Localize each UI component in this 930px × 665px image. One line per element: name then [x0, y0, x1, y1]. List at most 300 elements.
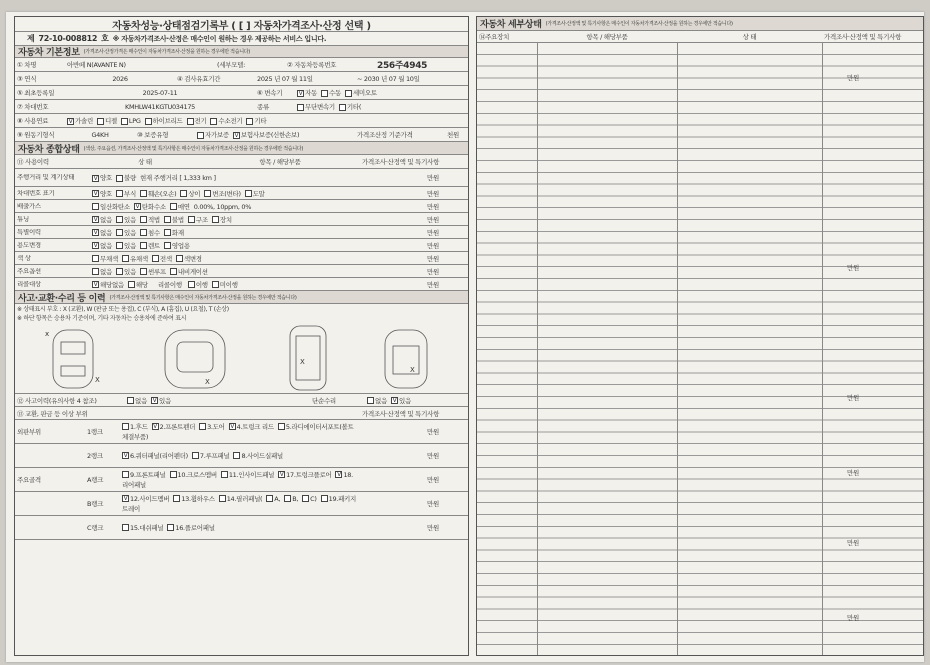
acc-note: (가격조사·산정액 및 특기사항은 매수인이 자동차가격조사·산정을 원하는 경우에만 적습니다) [109, 294, 297, 301]
vin: KMHLW41KGTU034175 [125, 102, 195, 111]
recall-mid: 리콜이행 [157, 280, 182, 289]
checkbox-icon[interactable] [140, 190, 147, 197]
overall-text: 도말 [252, 189, 265, 198]
checkbox-icon[interactable] [128, 281, 135, 288]
overall-option[interactable] [245, 190, 265, 198]
overall-row-options [90, 280, 390, 289]
acc-hist-text: 있음 [158, 396, 171, 405]
checkbox-icon[interactable] [170, 203, 177, 210]
overall-option[interactable] [164, 229, 184, 237]
rank-text: 8.사이드실패널 [241, 451, 283, 460]
overall-option[interactable] [170, 203, 190, 211]
overall-text: 탄화수소 [141, 202, 166, 211]
right-col-3: 상 태 [742, 33, 757, 41]
overall-option[interactable] [164, 216, 184, 224]
rank-option[interactable] [122, 452, 188, 460]
rank-text: 1.후드 [130, 422, 148, 431]
overall-text: 없음 [100, 215, 112, 224]
checkbox-icon[interactable]: V [230, 423, 235, 430]
checkbox-icon[interactable] [116, 216, 123, 223]
checkbox-icon[interactable]: V [93, 174, 98, 182]
checkbox-icon[interactable] [246, 118, 253, 125]
acc-hist-text: 없음 [135, 396, 147, 405]
fuel-row [15, 114, 468, 128]
rank-option[interactable] [219, 495, 263, 503]
checkbox-icon[interactable] [266, 495, 273, 502]
first-reg-row [15, 86, 468, 100]
overall-option[interactable] [92, 268, 112, 276]
overall-col-head [15, 155, 468, 169]
checkbox-icon[interactable] [187, 118, 194, 125]
overall-row-label: 배출가스 [17, 202, 41, 210]
rank-text: 15.대쉬패널 [130, 523, 164, 532]
checkbox-icon[interactable] [164, 242, 171, 249]
overall-option[interactable] [152, 255, 172, 263]
rank-items [120, 523, 360, 533]
overall-text: 해당없음 [100, 280, 124, 289]
overall-option[interactable] [116, 174, 136, 182]
car-name: 아반떼 N(AVANTE N) [67, 61, 126, 69]
checkbox-icon[interactable] [321, 90, 328, 97]
rank-label: C랭크 [87, 524, 104, 532]
overall-option[interactable] [170, 268, 208, 276]
overall-option[interactable] [92, 203, 130, 211]
form-number: 72-10-008812 [38, 34, 98, 43]
overall-text: 변조(변타) [212, 189, 241, 198]
overall-text: 렌트 [147, 241, 160, 250]
checkbox-icon[interactable] [140, 242, 147, 249]
overall-option[interactable] [140, 190, 176, 198]
checkbox-icon[interactable] [92, 268, 99, 275]
overall-option[interactable] [92, 174, 112, 182]
simple-text: 있음 [398, 396, 411, 405]
checkbox-icon[interactable] [212, 281, 219, 288]
right-header [477, 17, 923, 31]
checkbox-icon[interactable] [152, 255, 159, 262]
odo-current: 현재 주행거리 [ 1,333 km ] [139, 174, 216, 182]
trans-option[interactable] [321, 89, 341, 97]
fuel-option[interactable] [145, 117, 183, 125]
checkbox-icon[interactable] [245, 190, 252, 197]
overall-option[interactable] [204, 190, 240, 198]
overall-won: 만원 [427, 254, 439, 263]
fuel-text: 하이브리드 [152, 117, 183, 125]
overall-row-label: 색 상 [17, 254, 31, 262]
insp-label: ④ 검사유효기간 [177, 75, 221, 83]
checkbox-icon[interactable] [321, 495, 328, 502]
recall2-option[interactable] [212, 281, 238, 289]
acc-title: 사고·교환·수리 등 이력 [18, 293, 106, 304]
acc-hist-option[interactable] [151, 397, 171, 405]
overall-row [15, 265, 468, 278]
overall-text: 부식 [123, 189, 136, 198]
checkbox-icon[interactable] [367, 397, 374, 404]
overall-row-label: 주요옵션 [17, 267, 41, 275]
checkbox-icon[interactable] [297, 104, 304, 111]
overall-text: 전색 [159, 254, 172, 263]
checkbox-icon[interactable] [122, 471, 129, 478]
warranty-tail: 가격조산정 기준가격 [357, 131, 413, 139]
rank-option[interactable] [192, 452, 230, 460]
acc-hist-row [15, 394, 468, 407]
engine-label: ⑨ 원동기형식 [17, 131, 55, 139]
basic-title: 자동차 기본정보 [18, 48, 80, 58]
rank-text: 2.프론트펜더 [159, 422, 196, 431]
checkbox-icon[interactable]: V [93, 190, 98, 197]
checkbox-icon[interactable] [140, 229, 147, 236]
warranty-option[interactable] [197, 131, 229, 139]
overall-rows [15, 169, 468, 291]
overall-option[interactable] [180, 190, 200, 198]
overall-text: 없음 [100, 241, 112, 250]
overall-option[interactable] [116, 229, 136, 237]
checkbox-icon[interactable] [121, 118, 128, 125]
rank-text: 10.크로스멤버 [177, 470, 217, 479]
checkbox-icon[interactable] [199, 423, 206, 430]
checkbox-icon[interactable] [97, 118, 104, 125]
overall-text: 양호 [100, 189, 112, 198]
svg-text:X: X [205, 378, 210, 386]
rank-text: 7.루프패널 [199, 451, 230, 460]
overall-option[interactable] [116, 242, 136, 250]
checkbox-icon[interactable]: V [298, 89, 303, 97]
car-outline-icon [15, 322, 468, 392]
year-label: ③ 연식 [17, 75, 37, 83]
rank-text: 4.트렁크 리드 [236, 422, 274, 431]
overall-row-label: 주행거리 및 계기상태 [17, 174, 75, 181]
overall-option[interactable] [212, 216, 232, 224]
warranty-option[interactable] [233, 131, 299, 139]
rank-option[interactable] [284, 495, 298, 503]
rank-option[interactable] [221, 471, 274, 479]
model-label: (세부모델: [217, 61, 246, 69]
trans-option[interactable] [297, 103, 335, 111]
checkbox-icon[interactable] [219, 495, 226, 502]
overall-option[interactable] [134, 203, 166, 211]
right-col-head [477, 31, 923, 43]
overall-won: 만원 [427, 241, 439, 250]
rank-text: 18.리어패널 [122, 470, 353, 489]
rank-text: 16.플로어패널 [175, 523, 215, 532]
rank-option[interactable] [122, 471, 166, 479]
rank-option[interactable] [233, 452, 282, 460]
checkbox-icon[interactable] [278, 423, 285, 430]
checkbox-icon[interactable] [116, 175, 123, 182]
rank-won: 만원 [427, 524, 439, 532]
overall-option[interactable] [92, 229, 112, 237]
overall-option[interactable] [116, 268, 136, 276]
overall-option[interactable] [92, 216, 112, 224]
overall-row [15, 278, 468, 291]
fuel-option[interactable] [246, 117, 266, 125]
trans-option[interactable] [345, 89, 377, 97]
overall-header [15, 142, 468, 155]
overall-text: 화재 [171, 228, 184, 237]
won-4: 만원 [847, 469, 859, 477]
checkbox-icon[interactable]: V [93, 216, 98, 223]
trans-text: 기타( [346, 103, 362, 111]
right-col-2: 항목 / 해당부품 [586, 33, 628, 41]
overall-row [15, 213, 468, 226]
fuel-label: ⑧ 사용연료 [17, 117, 49, 125]
overall-option[interactable] [140, 268, 166, 276]
rank-option[interactable] [302, 495, 316, 503]
checkbox-icon[interactable] [122, 524, 129, 531]
overall-won: 만원 [427, 267, 439, 276]
rank-won: 만원 [427, 476, 439, 484]
checkbox-icon[interactable] [116, 190, 123, 197]
overall-row-label: 튜닝 [17, 215, 29, 223]
rank-text: 14.필러패널( [226, 494, 263, 503]
overall-option[interactable] [140, 216, 160, 224]
recall2-text: 미이행 [219, 280, 238, 289]
overall-row-options [90, 228, 390, 237]
trans-kind: 종류 [257, 103, 269, 111]
trans-option[interactable] [339, 103, 361, 111]
rank-option[interactable] [122, 524, 163, 532]
won-5: 만원 [847, 539, 859, 547]
rank-option[interactable] [173, 495, 214, 503]
checkbox-icon[interactable] [176, 255, 183, 262]
fuel-text: 수소전기 [218, 117, 243, 125]
checkbox-icon[interactable] [192, 452, 199, 459]
trans-option[interactable] [297, 89, 317, 97]
rank-won: 만원 [427, 500, 439, 508]
checkbox-icon[interactable] [116, 242, 123, 249]
rank-option[interactable] [278, 471, 331, 479]
svg-text:X: X [300, 358, 305, 366]
checkbox-icon[interactable]: V [93, 281, 98, 288]
overall-row-label: 용도변경 [17, 241, 41, 249]
overall-text: 해당 [135, 280, 148, 289]
acc-diagram [15, 304, 468, 394]
rank-option[interactable] [122, 423, 148, 431]
trans-text: 자동 [305, 89, 317, 97]
overall-text: 내비게이션 [177, 267, 208, 276]
overall-option[interactable] [122, 255, 148, 263]
checkbox-icon[interactable]: V [68, 117, 73, 125]
reg-number: 256주4945 [377, 61, 428, 71]
checkbox-icon[interactable]: V [337, 471, 341, 478]
right-title: 자동차 세부상태 [480, 20, 542, 30]
rank-option[interactable] [229, 423, 274, 431]
rank-text: 3.도어 [207, 422, 225, 431]
checkbox-icon[interactable]: V [123, 452, 128, 459]
checkbox-icon[interactable] [167, 524, 174, 531]
checkbox-icon[interactable] [122, 255, 129, 262]
checkbox-icon[interactable]: V [234, 131, 239, 139]
overall-row-label: 리콜대상 [17, 280, 41, 288]
overall-option[interactable] [140, 229, 160, 237]
checkbox-icon[interactable] [170, 268, 177, 275]
overall-option[interactable] [188, 216, 208, 224]
rank-option[interactable] [266, 495, 280, 503]
acc-legend-2: ※ 하단 항목은 승용차 기준이며, 기타 자동차는 승용차에 준하여 표시 [17, 315, 187, 322]
right-note: (가격조사·산정액 및 특기사항은 매수인이 자동차가격조사·산정을 원하는 경우에만 적습니다) [545, 21, 733, 27]
overall-option[interactable] [164, 242, 190, 250]
rank-group: 주요골격 [17, 476, 41, 484]
overall-row-options [90, 241, 390, 250]
recall2-option[interactable] [188, 281, 208, 289]
rank-option[interactable] [152, 423, 196, 431]
col-state: 상 태 [138, 158, 152, 166]
checkbox-icon[interactable] [140, 216, 147, 223]
overall-row [15, 239, 468, 252]
overall-row-options [90, 202, 390, 211]
svg-text:X: X [95, 376, 100, 384]
checkbox-icon[interactable]: V [93, 229, 98, 236]
overall-option[interactable] [92, 242, 112, 250]
overall-row-options [90, 215, 390, 224]
checkbox-icon[interactable] [210, 118, 217, 125]
rank-items [120, 494, 360, 514]
checkbox-icon[interactable] [170, 471, 177, 478]
form-title: 자동차성능·상태점검기록부 ( [ ] 자동차가격조사·산정 선택 ) [15, 17, 468, 32]
checkbox-icon[interactable] [164, 229, 171, 236]
exch-row [15, 407, 468, 420]
overall-option[interactable] [128, 281, 148, 289]
acc-legend-1: ※ 상태표시 부호 : X (교환), W (판금 또는 용접), C (부식), A (흠집), U (요철), T (손상) [17, 306, 229, 313]
overall-won: 만원 [427, 228, 439, 237]
rank-group: 외판부위 [17, 428, 41, 436]
emis-values: 0.00%, 10ppm, 0% [193, 202, 252, 211]
checkbox-icon[interactable]: V [279, 471, 284, 478]
overall-text: 구조 [195, 215, 208, 224]
rank-items [120, 470, 360, 490]
checkbox-icon[interactable] [92, 203, 99, 210]
fuel-option[interactable] [67, 117, 93, 125]
checkbox-icon[interactable] [302, 495, 309, 502]
overall-option[interactable] [116, 216, 136, 224]
svg-text:X: X [410, 366, 415, 374]
reg-label: ② 자동차등록번호 [287, 61, 337, 69]
checkbox-icon[interactable]: V [123, 495, 128, 502]
checkbox-icon[interactable]: V [153, 423, 157, 430]
overall-option[interactable] [116, 190, 136, 198]
checkbox-icon[interactable] [116, 229, 123, 236]
fuel-option[interactable] [121, 117, 141, 125]
checkbox-icon[interactable]: V [392, 397, 397, 404]
simple-option[interactable] [367, 397, 387, 405]
exch-label: ⑬ 교환, 판금 등 이상 부위 [17, 409, 88, 418]
warranty-label: ⑩ 보증유형 [137, 131, 169, 139]
overall-text: 썬루프 [147, 267, 166, 276]
overall-text: 있음 [123, 228, 136, 237]
overall-text: 양호 [100, 174, 112, 182]
rank-text: 6.쿼터패널(리어펜더) [130, 451, 188, 460]
overall-row-options [90, 173, 390, 182]
rank-row [15, 468, 468, 492]
overall-row-options [90, 189, 390, 198]
basic-note: (가격조사·산정가격은 매수인이 자동차가격조사·산정을 원하는 경우에만 적습니다) [83, 49, 250, 55]
overall-text: 훼손(오손) [147, 189, 177, 198]
acc-hist-option[interactable] [127, 397, 147, 405]
won-3: 만원 [847, 394, 859, 402]
rank-items [120, 451, 360, 461]
checkbox-icon[interactable] [180, 190, 187, 197]
simple-option[interactable] [391, 397, 411, 405]
won-6: 만원 [847, 614, 859, 622]
won-label: 천원 [447, 131, 459, 139]
rank-text: 5.라디에이터서포트(볼트체결부품) [122, 422, 354, 441]
checkbox-icon[interactable] [122, 423, 129, 430]
checkbox-icon[interactable]: V [152, 397, 157, 404]
notice: ※ 자동차가격조사·산정은 매수인이 원하는 경우 제공하는 서비스 입니다. [112, 34, 327, 43]
overall-option[interactable] [92, 190, 112, 198]
overall-row [15, 252, 468, 265]
fuel-option[interactable] [187, 117, 207, 125]
won-1: 만원 [847, 74, 859, 82]
checkbox-icon[interactable] [212, 216, 219, 223]
fuel-option[interactable] [97, 117, 117, 125]
overall-text: 있음 [123, 215, 136, 224]
checkbox-icon[interactable] [173, 495, 180, 502]
checkbox-icon[interactable]: V [135, 203, 140, 210]
checkbox-icon[interactable] [127, 397, 134, 404]
won-2: 만원 [847, 264, 859, 272]
rank-items [120, 422, 360, 442]
rank-rows [15, 420, 468, 540]
checkbox-icon[interactable] [204, 190, 211, 197]
rank-option[interactable] [170, 471, 217, 479]
rank-won: 만원 [427, 428, 439, 436]
overall-won: 만원 [427, 280, 439, 289]
rank-text: 12.사이드멤버 [130, 494, 170, 503]
trans-options [295, 88, 383, 97]
rank-label: 2랭크 [87, 452, 103, 460]
overall-option[interactable] [92, 255, 118, 263]
checkbox-icon[interactable] [188, 216, 195, 223]
fuel-options [65, 116, 272, 125]
checkbox-icon[interactable] [92, 255, 99, 262]
rank-won: 만원 [427, 452, 439, 460]
checkbox-icon[interactable] [145, 118, 152, 125]
simple-options [365, 396, 417, 405]
overall-option[interactable] [92, 281, 124, 289]
overall-row [15, 169, 468, 187]
rank-text: 13.휠하우스 [181, 494, 215, 503]
rank-option[interactable] [167, 524, 214, 532]
overall-option[interactable] [140, 242, 160, 250]
checkbox-icon[interactable] [233, 452, 240, 459]
trans-text: 수동 [328, 89, 341, 97]
overall-option[interactable] [176, 255, 202, 263]
fuel-option[interactable] [210, 117, 242, 125]
insp-from: 2025 년 07 월 11일 [257, 75, 313, 83]
checkbox-icon[interactable] [116, 268, 123, 275]
acc-header [15, 291, 468, 304]
checkbox-icon[interactable] [188, 281, 195, 288]
checkbox-icon[interactable] [345, 90, 352, 97]
overall-text: 무채색 [100, 254, 118, 263]
year-row [15, 72, 468, 86]
rank-label: A랭크 [87, 476, 104, 484]
checkbox-icon[interactable] [339, 104, 346, 111]
rank-option[interactable] [199, 423, 225, 431]
overall-title: 자동차 종합상태 [18, 144, 80, 155]
checkbox-icon[interactable] [197, 132, 204, 139]
checkbox-icon[interactable] [284, 495, 291, 502]
rank-text: 17.트렁크플로어 [286, 470, 332, 479]
checkbox-icon[interactable] [164, 216, 171, 223]
checkbox-icon[interactable] [221, 471, 228, 478]
checkbox-icon[interactable]: V [93, 242, 98, 249]
first-reg: 2025-07-11 [142, 88, 178, 97]
checkbox-icon[interactable] [140, 268, 147, 275]
fuel-text: 기타 [254, 117, 267, 125]
insp-to: ~ 2030 년 07 월 10일 [357, 75, 420, 83]
rank-option[interactable] [122, 495, 169, 503]
